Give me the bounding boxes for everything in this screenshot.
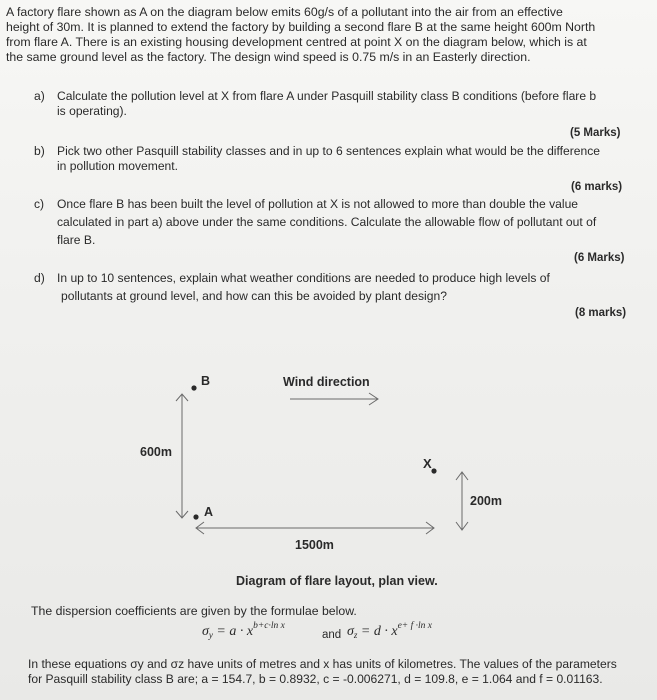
sigma-z-subscript: z	[353, 630, 358, 640]
intro-line-1: A factory flare shown as A on the diagram below emits 60g/s of a pollutant into the air from an effective	[6, 5, 563, 19]
label-point-x: X	[423, 456, 432, 471]
diagram-caption: Diagram of flare layout, plan view.	[236, 574, 438, 588]
sigma-y-subscript: y	[208, 630, 213, 640]
formula-intro: The dispersion coefficients are given by the formulae below.	[31, 604, 357, 618]
closing-line-1: In these equations σy and σz have units of metres and x has units of kilometres. The values of the parameters	[28, 657, 617, 671]
closing-line-2: for Pasquill stability class B are; a = 154.7, b = 0.8932, c = -0.006271, d = 109.8, e = 1.064 and f = 0.01163.	[28, 672, 603, 686]
wind-direction-label: Wind direction	[283, 375, 370, 389]
question-a-line-2: is operating).	[57, 104, 127, 118]
flare-a-point	[193, 514, 198, 519]
question-d-line-1: In up to 10 sentences, explain what weather conditions are needed to produce high levels of	[57, 271, 550, 285]
point-x-marker	[431, 468, 436, 473]
sigma-y-symbol: σ	[202, 624, 209, 639]
sigma-y-rhs: = a · x	[216, 624, 254, 639]
question-a-label: a)	[34, 89, 45, 103]
sigma-z-rhs: = d · x	[360, 624, 398, 639]
formula-and: and	[322, 629, 342, 641]
question-b-label: b)	[34, 144, 45, 158]
sigma-z-exponent: e+ f ·ln x	[397, 621, 432, 631]
sigma-z-symbol: σ	[347, 624, 354, 639]
question-c-line-2: calculated in part a) above under the same conditions. Calculate the allowable flow of pollutant out of	[57, 215, 597, 229]
question-c-marks: (6 Marks)	[574, 252, 625, 264]
question-d-label: d)	[34, 271, 45, 285]
intro-line-4: the same ground level as the factory. The design wind speed is 0.75 m/s in an Easterly direction.	[6, 50, 531, 64]
question-b-line-2: in pollution movement.	[57, 159, 179, 173]
question-a-marks: (5 Marks)	[570, 127, 621, 139]
intro-line-3: from flare A. There is an existing housing development centred at point X on the diagram below, which is at	[6, 35, 587, 49]
sigma-y-exponent: b+c·ln x	[253, 621, 285, 631]
sigma-y-equation	[202, 621, 285, 641]
question-a-line-1: Calculate the pollution level at X from flare A under Pasquill stability class B conditions (before flare b	[57, 89, 597, 103]
flare-b-point	[191, 385, 196, 390]
question-d-marks: (8 marks)	[575, 307, 627, 319]
question-b-line-1: Pick two other Pasquill stability classes and in up to 6 sentences explain what would be the difference	[57, 144, 600, 158]
sigma-z-equation	[347, 621, 432, 641]
label-flare-a: A	[204, 505, 214, 519]
intro-line-2: height of 30m. It is planned to extend the factory by building a second flare B at the same height 600m North	[6, 20, 596, 34]
question-c-line-1: Once flare B has been built the level of pollution at X is not allowed to more than double the value	[57, 197, 579, 211]
question-c-label: c)	[34, 197, 45, 211]
dimension-1500m-label: 1500m	[295, 538, 334, 552]
question-d-line-2: pollutants at ground level, and how can this be avoided by plant design?	[61, 289, 447, 303]
question-b-marks: (6 marks)	[571, 181, 623, 193]
label-flare-b: B	[201, 374, 211, 388]
dimension-600m-label: 600m	[140, 445, 172, 459]
dimension-200m-label: 200m	[470, 494, 502, 508]
question-c-line-3: flare B.	[57, 233, 96, 247]
